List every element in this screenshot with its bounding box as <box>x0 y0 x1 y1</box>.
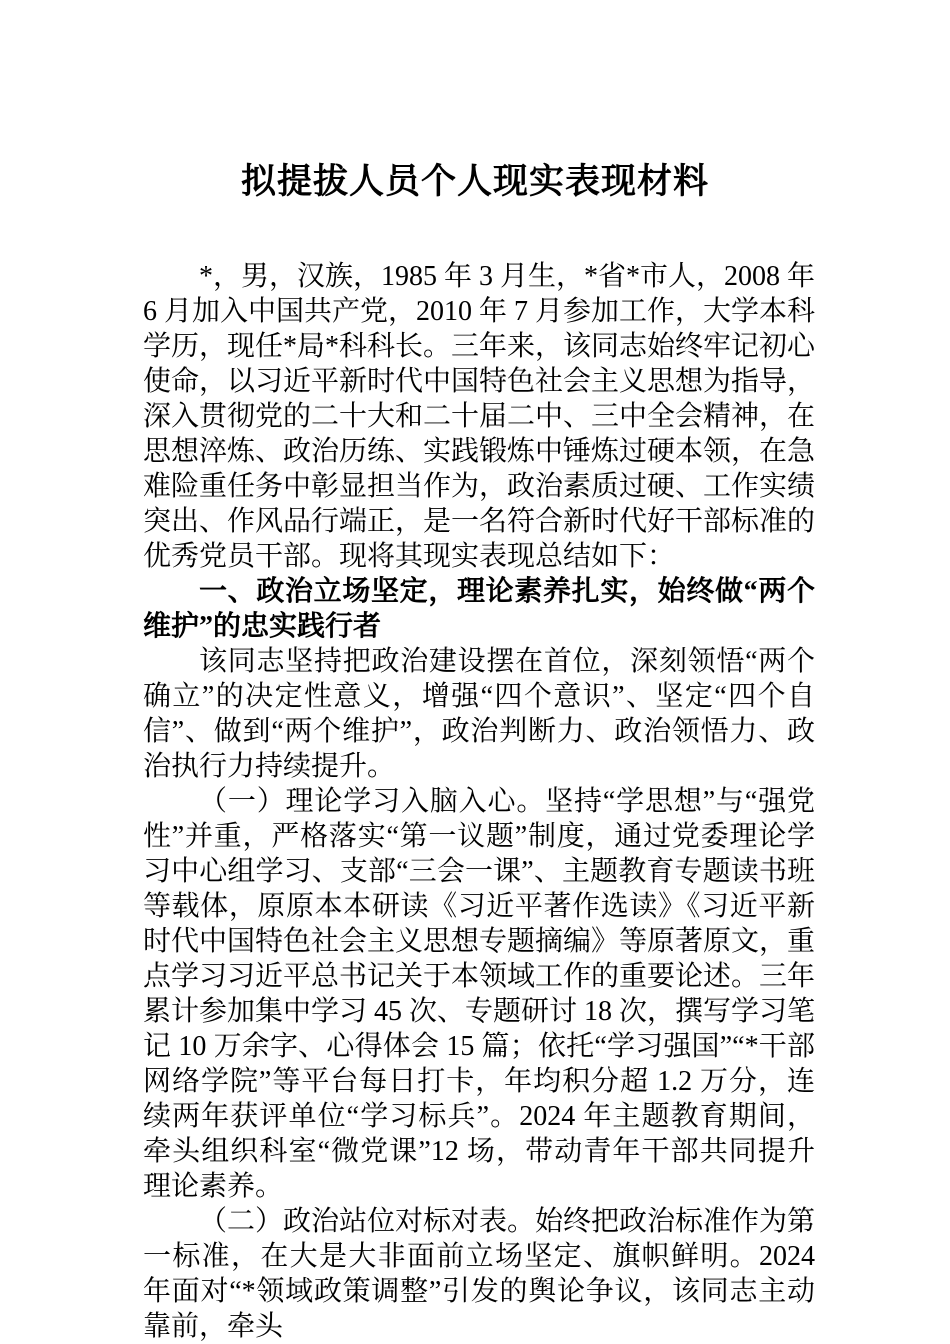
paragraph: *，男，汉族，1985 年 3 月生，*省*市人，2008 年 6 月加入中国共产党，2010 年 7 月参加工作，大学本科学历，现任*局*科科长。三年来，该同志始终牢记初心使命，以习近平新时代中国特色社会主义思想为指导，深入贯彻党的二十大和二十届二中、三中全会精神，在思想淬炼、政治历练、实践锻炼中锤炼过硬本领，在急难险重任务中彰显担当作为，政治素质过硬、工作实绩突出、作风品行端正，是一名符合新时代好干部标准的优秀党员干部。现将其现实表现总结如下： <box>143 261 816 572</box>
document-title: 拟提拔人员个人现实表现材料 <box>240 162 709 201</box>
paragraph: 该同志坚持把政治建设摆在首位，深刻领悟“两个确立”的决定性意义，增强“四个意识”、坚定“四个自信”、做到“两个维护”，政治判断力、政治领悟力、政治执行力持续提升。 <box>143 646 815 782</box>
paragraph: （二）政治站位对标对表。始终把政治标准作为第一标准，在大是大非面前立场坚定、旗帜鲜明。2024 年面对“*领域政策调整”引发的舆论争议，该同志主动靠前，牵头 <box>143 1206 816 1342</box>
document-body <box>0 259 950 1344</box>
section-heading: 一、政治立场坚定，理论素养扎实，始终做“两个维护”的忠实践行者 <box>143 576 815 642</box>
paragraph: （一）理论学习入脑入心。坚持“学思想”与“强党性”并重，严格落实“第一议题”制度，通过党委理论学习中心组学习、支部“三会一课”、主题教育专题读书班等载体，原原本本研读《习近平著作选读》《习近平新时代中国特色社会主义思想专题摘编》等原著原文，重点学习习近平总书记关于本领域工作的重要论述。三年累计参加集中学习 45 次、专题研讨 18 次，撰写学习笔记 10 万余字、心得体会 15 篇；依托“学习强国”“*干部网络学院”等平台每日打卡，年均积分超 1.2 万分，连续两年获评单位“学习标兵”。2024 年主题教育期间，牵头组织科室“微党课”12 场，带动青年干部共同提升理论素养。 <box>143 786 816 1202</box>
